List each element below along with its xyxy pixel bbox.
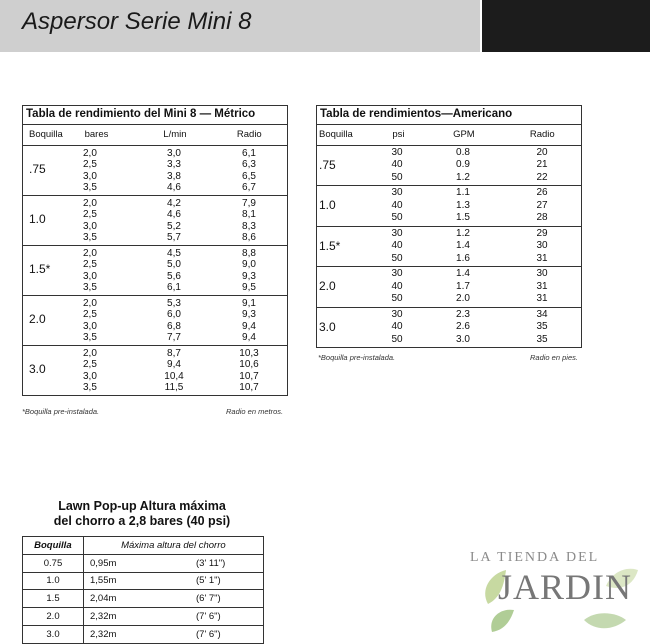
metric-table — [22, 105, 288, 396]
metric-footnote: *Boquilla pre-instalada. — [22, 407, 100, 416]
nozzle-group — [317, 267, 581, 308]
table-cell: 9,4 — [242, 320, 256, 332]
nozzle-group — [23, 346, 287, 395]
table-cell: (7' 6") — [196, 611, 221, 623]
table-cell: 30 — [391, 187, 403, 198]
table-cell: 5,3 — [167, 297, 181, 309]
group-rows — [371, 267, 581, 307]
lawn-title-line2: del chorro a 2,8 bares (40 psi) — [53, 514, 231, 528]
table-row — [371, 187, 581, 200]
table-cell: 50 — [391, 252, 403, 264]
group-rows — [77, 296, 287, 345]
american-table-title: Tabla de rendimientos—Americano — [317, 106, 581, 125]
table-cell: 9,4 — [167, 359, 181, 370]
nozzle-size: .75 — [29, 162, 46, 177]
table-cell: 3,3 — [167, 159, 181, 170]
group-rows — [77, 146, 287, 195]
table-cell: 9,3 — [242, 270, 256, 282]
table-row — [371, 281, 581, 294]
table-row — [371, 172, 581, 185]
table-cell: 50 — [391, 333, 403, 345]
table-cell: 2.0 — [456, 293, 470, 304]
nozzle-group — [317, 308, 581, 348]
store-logo — [466, 546, 650, 638]
lawn-table-body — [23, 555, 263, 643]
nozzle-group — [317, 146, 581, 187]
metric-table-header — [23, 125, 287, 146]
table-cell: 40 — [391, 199, 403, 211]
table-cell: 7,9 — [242, 197, 256, 209]
table-cell: 3,8 — [167, 170, 181, 182]
table-row — [23, 626, 263, 643]
table-row — [371, 253, 581, 266]
table-cell: 0.75 — [23, 555, 84, 572]
header-dark-block — [482, 0, 650, 52]
nozzle-size: 3.0 — [319, 319, 336, 334]
table-cell: 2,32m — [90, 628, 117, 640]
table-cell: 1.7 — [456, 280, 470, 292]
table-cell: 4,6 — [167, 182, 181, 193]
american-table — [316, 105, 582, 348]
table-row — [77, 182, 287, 194]
table-row — [77, 259, 287, 271]
table-cell: 28 — [536, 212, 548, 223]
page-title: Aspersor Serie Mini 8 — [22, 8, 252, 35]
table-cell: 1,55m — [90, 575, 117, 587]
table-row — [371, 200, 581, 213]
table-cell: 6,0 — [167, 309, 181, 320]
table-row — [371, 309, 581, 322]
american-radius-note: Radio en pies. — [530, 353, 578, 362]
table-cell: 2,0 — [83, 247, 97, 259]
table-cell: 1.6 — [456, 252, 470, 264]
table-cell: 4,5 — [167, 247, 181, 259]
table-row — [77, 271, 287, 283]
column-header: Radio — [236, 128, 262, 140]
logo-tagline: LA TIENDA DEL — [470, 550, 600, 565]
table-cell: 30 — [391, 227, 403, 239]
table-cell: 3,0 — [83, 370, 97, 382]
table-cell: 10,3 — [239, 347, 259, 359]
nozzle-group — [317, 186, 581, 227]
column-header: psi — [392, 128, 405, 140]
table-cell: 1.4 — [456, 268, 470, 279]
table-cell: 6,8 — [167, 320, 181, 332]
table-cell: 30 — [536, 240, 548, 251]
table-row — [371, 159, 581, 172]
table-cell: 2,5 — [83, 259, 97, 270]
group-rows — [77, 346, 287, 395]
table-cell: 2,0 — [83, 197, 97, 209]
table-cell: 9,0 — [242, 259, 256, 270]
table-cell: 8,8 — [242, 247, 256, 259]
group-rows — [371, 308, 581, 348]
nozzle-size: 1.5* — [29, 262, 51, 277]
table-row — [77, 371, 287, 383]
table-row — [77, 282, 287, 294]
table-row — [371, 240, 581, 253]
table-cell: 8,7 — [167, 347, 181, 359]
table-cell: 10,6 — [239, 359, 259, 370]
table-cell: 1.5 — [23, 590, 84, 607]
table-cell: 10,7 — [239, 382, 259, 393]
nozzle-group — [23, 146, 287, 196]
table-cell: 6,3 — [242, 159, 256, 170]
nozzle-size: 1.5* — [319, 238, 341, 253]
table-cell: 2,0 — [83, 147, 97, 159]
table-cell: (3' 11") — [196, 557, 226, 569]
table-cell: 3,0 — [83, 220, 97, 232]
table-cell: 31 — [536, 252, 548, 264]
table-cell: 10,7 — [239, 370, 259, 382]
table-cell: 2.3 — [456, 308, 470, 320]
nozzle-size: 2.0 — [319, 279, 336, 293]
logo-wordmark: JARDIN — [498, 567, 633, 607]
table-row — [23, 590, 263, 608]
group-rows — [371, 186, 581, 226]
column-header: L/min — [163, 128, 187, 140]
table-cell: 50 — [391, 171, 403, 183]
table-row — [77, 148, 287, 160]
table-cell: 5,6 — [167, 270, 181, 282]
table-row — [371, 147, 581, 160]
table-row — [371, 228, 581, 241]
nozzle-group — [23, 296, 287, 346]
table-row — [77, 382, 287, 394]
table-cell: 5,0 — [167, 259, 181, 270]
table-cell: 2.0 — [23, 608, 84, 625]
table-cell: 40 — [391, 240, 403, 251]
table-cell: 1.2 — [456, 171, 470, 183]
table-cell: 9,3 — [242, 309, 256, 320]
nozzle-size: 1.0 — [319, 198, 336, 212]
table-cell: 0.8 — [456, 146, 470, 158]
group-rows — [371, 227, 581, 267]
table-cell: 31 — [536, 293, 548, 304]
lawn-table-header — [23, 537, 263, 555]
column-header: Boquilla — [23, 537, 84, 554]
table-cell: 3,5 — [83, 382, 97, 393]
table-row — [371, 212, 581, 225]
table-cell: 1.5 — [456, 212, 470, 223]
nozzle-size: 1.0 — [29, 212, 46, 227]
table-cell: 40 — [391, 280, 403, 292]
table-row — [77, 359, 287, 371]
table-cell: 7,7 — [167, 332, 181, 343]
table-row — [77, 159, 287, 171]
table-cell: 4,6 — [167, 209, 181, 220]
table-cell: 20 — [536, 146, 548, 158]
table-cell: 1.0 — [23, 573, 84, 590]
table-cell: 30 — [391, 268, 403, 279]
table-cell: 5,2 — [167, 220, 181, 232]
nozzle-size: 2.0 — [29, 312, 46, 327]
table-cell: 9,5 — [242, 282, 256, 293]
table-cell: 2,5 — [83, 209, 97, 220]
column-header: GPM — [453, 128, 475, 140]
table-cell: 27 — [536, 199, 548, 211]
table-cell: 35 — [536, 321, 548, 332]
nozzle-group — [317, 227, 581, 268]
table-cell: 6,5 — [242, 170, 256, 182]
column-header: Boquilla — [319, 128, 353, 140]
table-cell: 10,4 — [164, 370, 184, 382]
group-rows — [77, 246, 287, 295]
table-cell: 9,4 — [242, 332, 256, 343]
table-cell: 5,7 — [167, 232, 181, 243]
column-header: bares — [84, 128, 109, 140]
table-cell: 34 — [536, 308, 548, 320]
table-cell: 6,7 — [242, 182, 256, 193]
group-rows — [77, 196, 287, 245]
column-header: Máxima altura del chorro — [121, 539, 226, 551]
american-footnote: *Boquilla pre-instalada. — [318, 353, 396, 362]
table-cell: 40 — [391, 321, 403, 332]
table-row — [23, 555, 263, 573]
metric-table-body — [23, 146, 287, 395]
table-row — [371, 334, 581, 347]
table-row — [77, 298, 287, 310]
table-cell: 3,0 — [83, 320, 97, 332]
table-cell: 9,1 — [242, 297, 256, 309]
nozzle-group — [23, 246, 287, 296]
table-cell: 31 — [536, 280, 548, 292]
table-cell: 2,0 — [83, 347, 97, 359]
table-row — [77, 232, 287, 244]
table-cell: 2,5 — [83, 309, 97, 320]
table-cell: 3,0 — [83, 170, 97, 182]
table-row — [77, 209, 287, 221]
column-header: Radio — [529, 128, 555, 140]
table-cell: 1.3 — [456, 199, 470, 211]
table-cell: 8,6 — [242, 232, 256, 243]
table-row — [77, 309, 287, 321]
table-cell: 2,5 — [83, 159, 97, 170]
table-cell: 40 — [391, 159, 403, 170]
table-row — [77, 221, 287, 233]
table-row — [77, 171, 287, 183]
table-cell: 6,1 — [167, 282, 181, 293]
table-cell: 3,5 — [83, 282, 97, 293]
table-row — [23, 573, 263, 591]
table-row — [77, 348, 287, 360]
metric-table-title: Tabla de rendimiento del Mini 8 — Métrico — [23, 106, 287, 125]
table-cell: 11,5 — [164, 382, 184, 393]
table-cell: 2.6 — [456, 321, 470, 332]
table-cell: 2,32m — [90, 611, 117, 623]
table-cell: 1.1 — [456, 187, 470, 198]
table-cell: 3.0 — [456, 333, 470, 345]
table-cell: 8,3 — [242, 220, 256, 232]
table-cell: 4,2 — [167, 197, 181, 209]
table-cell: 0.9 — [456, 159, 470, 170]
lawn-table — [22, 536, 264, 644]
table-cell: 3.0 — [23, 626, 84, 643]
table-cell: 3,5 — [83, 182, 97, 193]
table-cell: (6' 7") — [196, 593, 221, 605]
american-table-body — [317, 146, 581, 348]
table-cell: (5' 1") — [196, 575, 221, 587]
table-cell: 3,0 — [167, 147, 181, 159]
table-row — [371, 293, 581, 306]
table-cell: 30 — [536, 268, 548, 279]
table-cell: 3,0 — [83, 270, 97, 282]
table-cell: 22 — [536, 171, 548, 183]
table-row — [77, 332, 287, 344]
table-row — [371, 268, 581, 281]
table-cell: 3,5 — [83, 232, 97, 243]
lawn-table-title — [22, 499, 262, 529]
table-cell: 35 — [536, 333, 548, 345]
group-rows — [371, 146, 581, 186]
column-header: Boquilla — [29, 128, 63, 140]
table-cell: 1.2 — [456, 227, 470, 239]
table-row — [77, 321, 287, 333]
table-cell: 26 — [536, 187, 548, 198]
table-cell: 29 — [536, 227, 548, 239]
nozzle-group — [23, 196, 287, 246]
table-cell: 2,04m — [90, 593, 117, 605]
table-cell: 6,1 — [242, 147, 256, 159]
table-row — [23, 608, 263, 626]
table-row — [371, 321, 581, 334]
table-cell: 21 — [536, 159, 548, 170]
table-cell: 50 — [391, 293, 403, 304]
table-row — [77, 198, 287, 210]
lawn-title-line1: Lawn Pop-up Altura máxima — [58, 499, 226, 513]
table-cell: 30 — [391, 308, 403, 320]
table-row — [77, 248, 287, 260]
table-cell: 30 — [391, 146, 403, 158]
table-cell: 2,0 — [83, 297, 97, 309]
metric-radius-note: Radio en metros. — [226, 407, 284, 416]
table-cell: 50 — [391, 212, 403, 223]
table-cell: 2,5 — [83, 359, 97, 370]
nozzle-size: .75 — [319, 157, 336, 172]
american-table-header — [317, 125, 581, 146]
table-cell: 3,5 — [83, 332, 97, 343]
table-cell: 8,1 — [242, 209, 256, 220]
table-cell: (7' 6") — [196, 628, 221, 640]
table-cell: 1.4 — [456, 240, 470, 251]
nozzle-size: 3.0 — [29, 362, 46, 377]
table-cell: 0,95m — [90, 557, 117, 569]
